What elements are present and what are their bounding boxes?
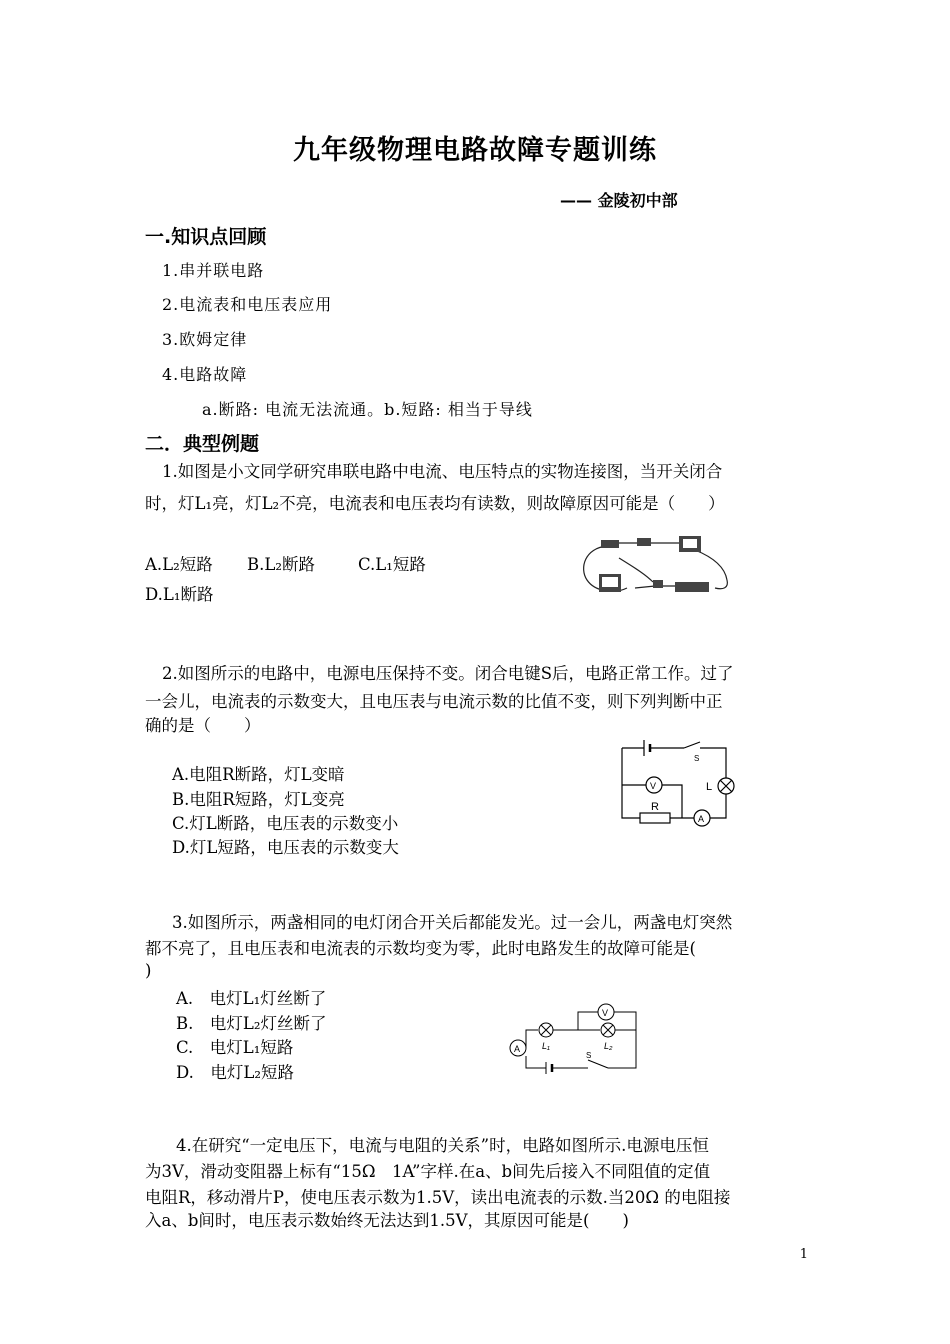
q1-option-c: C.L₁短路 (358, 555, 426, 574)
q3-line: 都不亮了，且电压表和电流表的示数均变为零，此时电路发生的故障可能是( (145, 939, 696, 958)
author-line: —— 金陵初中部 (560, 191, 678, 210)
q1-option-b: B.L₂断路 (247, 555, 315, 574)
q2-option-b: B.电阻R短路，灯L变亮 (172, 790, 345, 809)
fault-types: a.断路: 电流无法流通。b.短路: 相当于导线 (202, 400, 533, 419)
section-heading-examples: 二．典型例题 (145, 433, 260, 455)
q3-line: ) (145, 961, 152, 980)
knowledge-item: 1.串并联电路 (162, 261, 265, 280)
q2-circuit-diagram (614, 736, 744, 830)
q1-line: 1.如图是小文同学研究串联电路中电流、电压特点的实物连接图，当开关闭合 (162, 462, 723, 481)
q3-line: 3.如图所示，两盏相同的电灯闭合开关后都能发光。过一会儿，两盏电灯突然 (172, 913, 733, 932)
q1-line: 时，灯L₁亮，灯L₂不亮，电流表和电压表均有读数，则故障原因可能是（ ） (145, 494, 725, 513)
knowledge-item: 4.电路故障 (162, 365, 248, 384)
knowledge-item: 3.欧姆定律 (162, 330, 248, 349)
q2-label-a: A (698, 814, 705, 824)
q3-label-v: V (602, 1008, 609, 1018)
page-number: 1 (799, 1247, 808, 1262)
q4-line: 入a、b间时，电压表示数始终无法达到1.5V，其原因可能是( ) (145, 1211, 629, 1230)
q4-line: 电阻R，移动滑片P，使电压表示数为1.5V，读出电流表的示数.当20Ω 的电阻接 (145, 1188, 731, 1207)
q2-line: 确的是（ ） (145, 716, 261, 735)
q4-line: 4.在研究“一定电压下，电流与电阻的关系”时，电路如图所示.电源电压恒 (176, 1136, 709, 1155)
q2-option-a: A.电阻R断路，灯L变暗 (172, 765, 345, 784)
q3-label-s: S (586, 1051, 592, 1060)
q3-option-d: D. 电灯L₂短路 (176, 1063, 294, 1082)
q2-option-d: D.灯L短路，电压表的示数变大 (172, 838, 399, 857)
q2-line: 一会儿，电流表的示数变大，且电压表与电流示数的比值不变，则下列判断中正 (145, 692, 723, 711)
q2-label-s: S (694, 754, 700, 763)
q3-option-b: B. 电灯L₂灯丝断了 (176, 1014, 327, 1033)
q3-option-c: C. 电灯L₁短路 (176, 1038, 294, 1057)
q4-line: 为3V，滑动变阻器上标有“15Ω 1A”字样.在a、b间先后接入不同阻值的定值 (145, 1162, 711, 1181)
q2-label-r: R (651, 801, 659, 813)
knowledge-item: 2.电流表和电压表应用 (162, 295, 333, 314)
q2-label-l: L (706, 781, 713, 793)
q3-option-a: A. 电灯L₁灯丝断了 (176, 989, 327, 1008)
q1-option-d: D.L₁断路 (145, 585, 214, 604)
q3-circuit-diagram (500, 1002, 650, 1074)
q2-label-v: V (650, 781, 657, 791)
section-heading-review: 一.知识点回顾 (145, 226, 267, 248)
q2-line: 2.如图所示的电路中，电源电压保持不变。闭合电键S后，电路正常工作。过了 (162, 664, 734, 683)
q2-option-c: C.灯L断路，电压表的示数变小 (172, 814, 399, 833)
q3-label-l2: L₂ (604, 1041, 613, 1051)
q3-label-a: A (514, 1044, 521, 1054)
q1-option-a: A.L₂短路 (145, 555, 213, 574)
q1-circuit-photo (575, 528, 735, 600)
page-title: 九年级物理电路故障专题训练 (293, 135, 657, 166)
q3-label-l1: L₁ (542, 1041, 550, 1051)
